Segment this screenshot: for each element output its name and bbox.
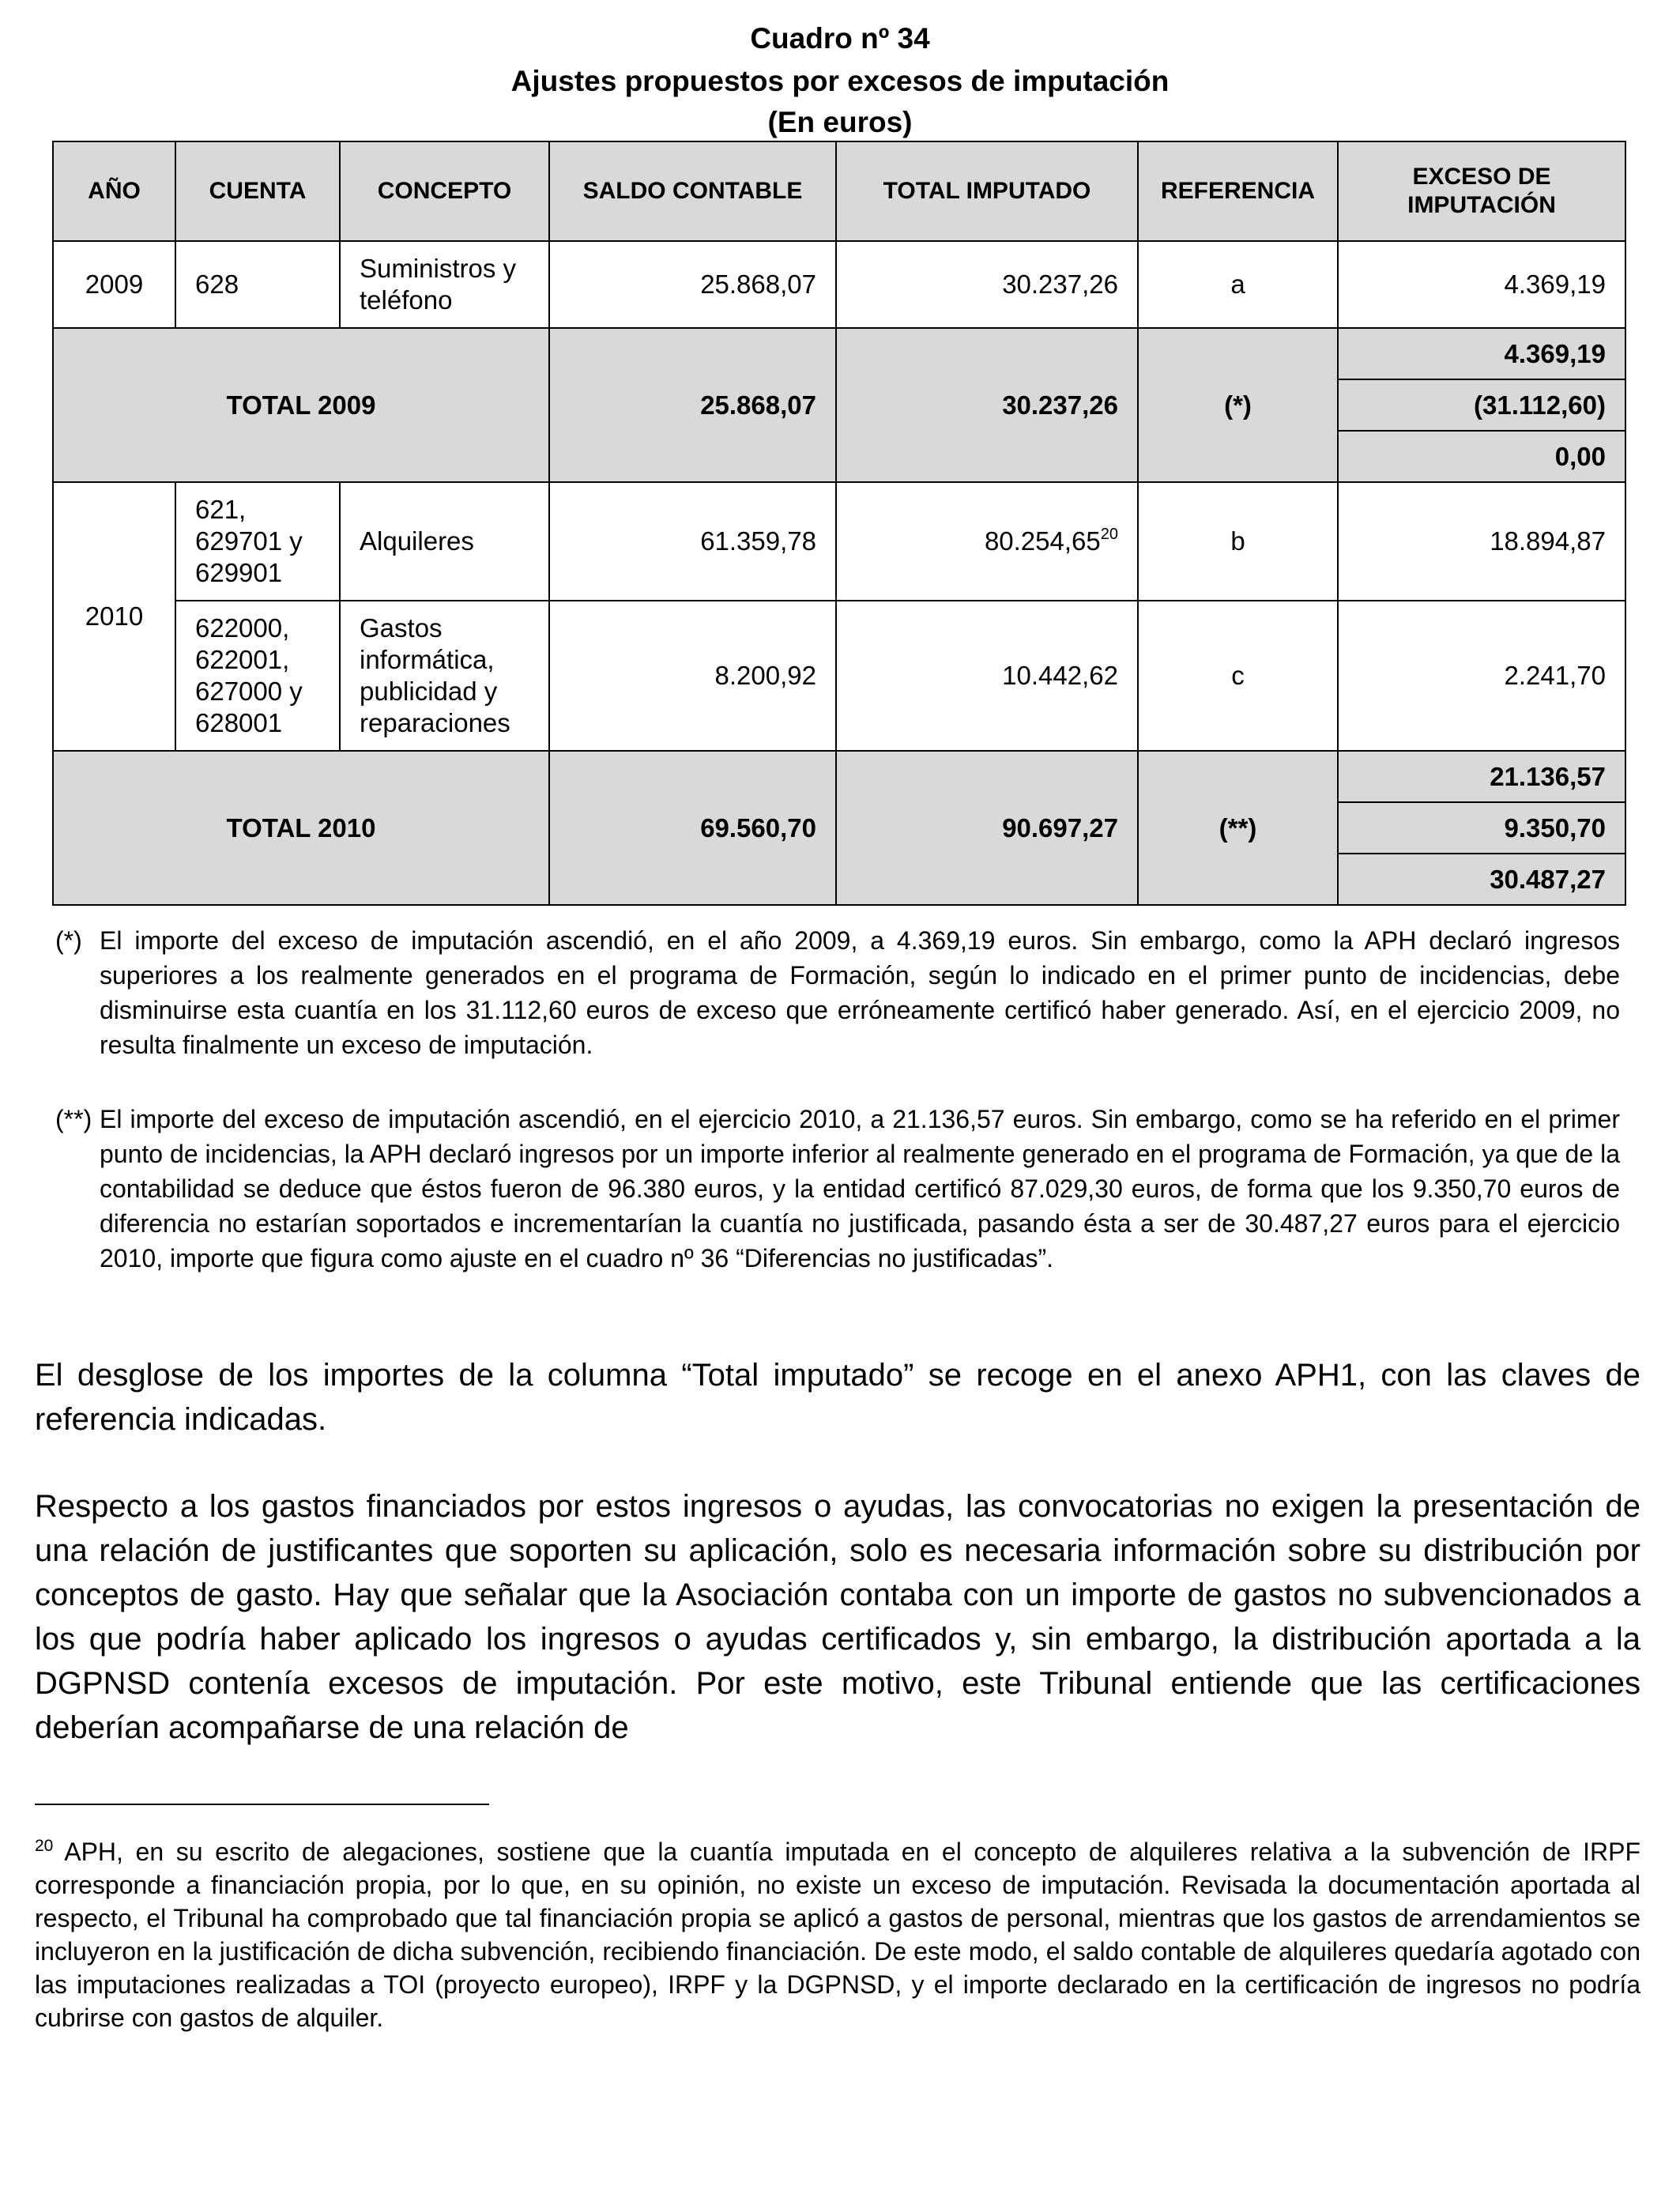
table-row (53, 241, 1625, 328)
cell-saldo: 8.200,92 (549, 601, 836, 751)
header-anio: AÑO (53, 141, 175, 241)
cell-cuenta: 621, 629701 y 629901 (175, 482, 340, 601)
total-2009-row (53, 328, 1625, 379)
note-mark: (**) (55, 1105, 92, 1133)
total-2010-exceso-3: 30.487,27 (1338, 854, 1625, 905)
total-2010-exceso-1: 21.136,57 (1338, 751, 1625, 802)
total-2009-label: TOTAL 2009 (53, 328, 549, 482)
total-2010-row (53, 751, 1625, 802)
table-caption-number: Cuadro nº 34 (750, 22, 930, 55)
cell-cuenta: 628 (175, 241, 340, 328)
adjustments-table (52, 141, 1626, 906)
table-row (53, 482, 1625, 601)
table-caption-title: Ajustes propuestos por excesos de imputación (510, 65, 1170, 97)
total-2009-referencia: (*) (1138, 328, 1338, 482)
cell-exceso: 4.369,19 (1338, 241, 1625, 328)
header-cuenta: CUENTA (175, 141, 340, 241)
footnote-separator (35, 1804, 489, 1805)
cell-referencia: b (1138, 482, 1338, 601)
total-2009-exceso-3: 0,00 (1338, 431, 1625, 482)
cell-exceso: 2.241,70 (1338, 601, 1625, 751)
cell-imputado-value: 80.254,65 (984, 526, 1101, 556)
footnote-text: APH, en su escrito de alegaciones, sostiene que la cuantía imputada en el concepto de alquileres relativa a la subvención de IRPF corresponde a financiación propia, por lo que, en su opinión, no existe un exceso de imputación. Revisada la documentación aportada al respecto, el Tribunal ha comprobado que tal financiación propia se aplicó a gastos de personal, mientras que los gastos de arrendamientos se incluyeron en la justificación de dicha subvención, recibiendo financiación. De este modo, el saldo contable de alquileres quedaría agotado con las imputaciones realizadas a TOI (proyecto europeo), IRPF y la DGPNSD, y el importe declarado en la certificación de ingresos no podría cubrirse con gastos de alquiler. (35, 1838, 1641, 2032)
total-2010-label: TOTAL 2010 (53, 751, 549, 905)
cell-referencia: a (1138, 241, 1338, 328)
cell-concepto: Suministros y teléfono (340, 241, 549, 328)
cell-exceso: 18.894,87 (1338, 482, 1625, 601)
total-2009-imputado: 30.237,26 (836, 328, 1138, 482)
cell-imputado: 30.237,26 (836, 241, 1138, 328)
header-saldo-contable: SALDO CONTABLE (549, 141, 836, 241)
table-row (53, 601, 1625, 751)
header-referencia: REFERENCIA (1138, 141, 1338, 241)
cell-imputado (836, 482, 1138, 601)
total-2009-exceso-1: 4.369,19 (1338, 328, 1625, 379)
cell-anio-2010: 2010 (53, 482, 175, 751)
header-concepto: CONCEPTO (340, 141, 549, 241)
footnote (35, 1835, 1640, 2034)
note-mark: (*) (55, 926, 82, 955)
cell-anio: 2009 (53, 241, 175, 328)
table-header-row (53, 141, 1625, 241)
cell-imputado: 10.442,62 (836, 601, 1138, 751)
note-text: El importe del exceso de imputación ascendió, en el ejercicio 2010, a 21.136,57 euros. Sin embargo, como se ha referido en el primer punto de incidencias, la APH declaró ingresos por un importe inferior al realmente generado en el programa de Formación, ya que de la contabilidad se deduce que éstos fueron de 96.380 euros, y la entidad certificó 87.029,30 euros, de forma que los 9.350,70 euros de diferencia no estarían soportados e incrementarían la cuantía no justificada, pasando ésta a ser de 30.487,27 euros para el ejercicio 2010, importe que figura como ajuste en el cuadro nº 36 “Diferencias no justificadas”. (100, 1105, 1620, 1272)
cell-saldo: 61.359,78 (549, 482, 836, 601)
note-text: El importe del exceso de imputación ascendió, en el año 2009, a 4.369,19 euros. Sin embargo, como la APH declaró ingresos superiores a los realmente generados en el programa de Formación, según lo indicado en el primer punto de incidencias, debe disminuirse esta cuantía en los 31.112,60 euros de exceso que erróneamente certificó haber generado. Así, en el ejercicio 2009, no resulta finalmente un exceso de imputación. (100, 926, 1620, 1059)
table-note-2 (55, 1102, 1620, 1276)
cell-referencia: c (1138, 601, 1338, 751)
footnote-ref-20: 20 (1100, 526, 1118, 543)
total-2010-imputado: 90.697,27 (836, 751, 1138, 905)
cell-saldo: 25.868,07 (549, 241, 836, 328)
cell-cuenta: 622000, 622001, 627000 y 628001 (175, 601, 340, 751)
cell-concepto: Alquileres (340, 482, 549, 601)
total-2010-saldo: 69.560,70 (549, 751, 836, 905)
footnote-number: 20 (35, 1837, 54, 1855)
total-2010-referencia: (**) (1138, 751, 1338, 905)
header-exceso-imputacion: EXCESO DE IMPUTACIÓN (1338, 141, 1625, 241)
total-2009-saldo: 25.868,07 (549, 328, 836, 482)
total-2010-exceso-2: 9.350,70 (1338, 802, 1625, 854)
total-2009-exceso-2: (31.112,60) (1338, 379, 1625, 431)
header-total-imputado: TOTAL IMPUTADO (836, 141, 1138, 241)
cell-concepto: Gastos informática, publicidad y reparaciones (340, 601, 549, 751)
table-note-1 (55, 923, 1620, 1062)
table-caption-unit: (En euros) (767, 106, 913, 138)
body-paragraph: Respecto a los gastos financiados por estos ingresos o ayudas, las convocatorias no exigen la presentación de una relación de justificantes que soporten su aplicación, solo es necesaria información sobre su distribución por conceptos de gasto. Hay que señalar que la Asociación contaba con un importe de gastos no subvencionados a los que podría haber aplicado los ingresos o ayudas certificados y, sin embargo, la distribución aportada a la DGPNSD contenía excesos de imputación. Por este motivo, este Tribunal entiende que las certificaciones deberían acompañarse de una relación de (35, 1489, 1640, 1745)
body-paragraph: El desglose de los importes de la columna “Total imputado” se recoge en el anexo APH1, con las claves de referencia indicadas. (35, 1358, 1640, 1437)
